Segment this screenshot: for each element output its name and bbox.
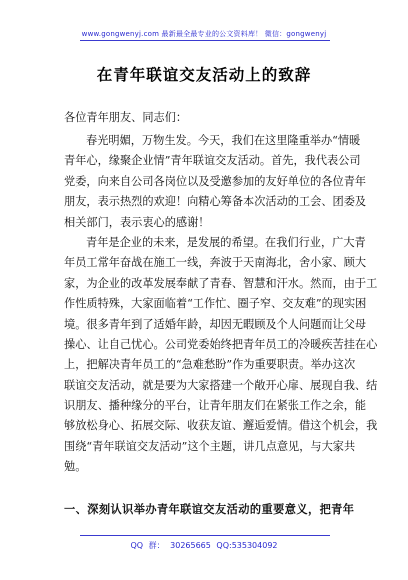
- paragraph-line: 党委，向来自公司各岗位以及受邀参加的友好单位的各位青年: [64, 174, 367, 188]
- page-title: 在青年联谊交友活动上的致辞: [96, 65, 312, 84]
- paragraph-line: 作性质特殊，大家面临着“工作忙、圈子窄、交友难”的现实困: [64, 297, 367, 311]
- greeting: 各位青年朋友、同志们：: [64, 111, 188, 124]
- paragraph-line: 操心、让自己忧心。公司党委始终把青年员工的冷暖疾苦挂在心: [64, 337, 378, 351]
- paragraph-line: 够放松身心、拓展交际、收获友谊、邂逅爱情。借这个机会，我: [64, 419, 378, 433]
- paragraph-line: 青年心，缘聚企业情”青年联谊交友活动。首先，我代表公司: [64, 154, 361, 168]
- header-link-line[interactable]: www.gongwenyj.com 最新最全最专业的公文资料库！ 微信：gongwenyj: [81, 30, 327, 38]
- paragraph-line: 勉。: [64, 460, 87, 474]
- paragraph-line: 上，把解决青年员工的“急难愁盼”作为重要职责。举办这次: [64, 358, 356, 372]
- header-divider: [80, 40, 330, 41]
- paragraph-line: 青年是企业的未来，是发展的希望。在我们行业，广大青: [86, 235, 366, 249]
- footer-contact-line[interactable]: QQ 群： 30265665 QQ:535304092: [130, 541, 278, 550]
- section-heading: 一、深刻认识举办青年联谊交友活动的重要意义，把青年: [64, 502, 354, 516]
- paragraph-line: 相关部门，表示衷心的感谢！: [64, 215, 210, 229]
- paragraph-line: 家，为企业的改革发展奉献了青春、智慧和汗水。然而，由于工: [64, 276, 378, 290]
- paragraph-line: 识朋友、播种缘分的平台，让青年朋友们在紧张工作之余，能: [64, 399, 367, 413]
- paragraph-line: 联谊交友活动，就是要为大家搭建一个敞开心扉、展现自我、结: [64, 378, 378, 392]
- paragraph-line: 朋友，表示热烈的欢迎！向精心筹备本次活动的工会、团委及: [64, 195, 367, 209]
- document-body: [64, 131, 378, 478]
- footer-divider: [80, 535, 330, 536]
- paragraph-line: 境。很多青年到了适婚年龄，却因无暇顾及个人问题而让父母: [64, 317, 367, 331]
- paragraph-line: 围绕“青年联谊交友活动”这个主题，讲几点意见，与大家共: [64, 439, 356, 453]
- paragraph-line: 春光明媚，万物生发。今天，我们在这里隆重举办“情暖: [86, 134, 361, 147]
- paragraph-line: 年员工常年奋战在施工一线，奔波于天南海北，舍小家、顾大: [64, 256, 367, 270]
